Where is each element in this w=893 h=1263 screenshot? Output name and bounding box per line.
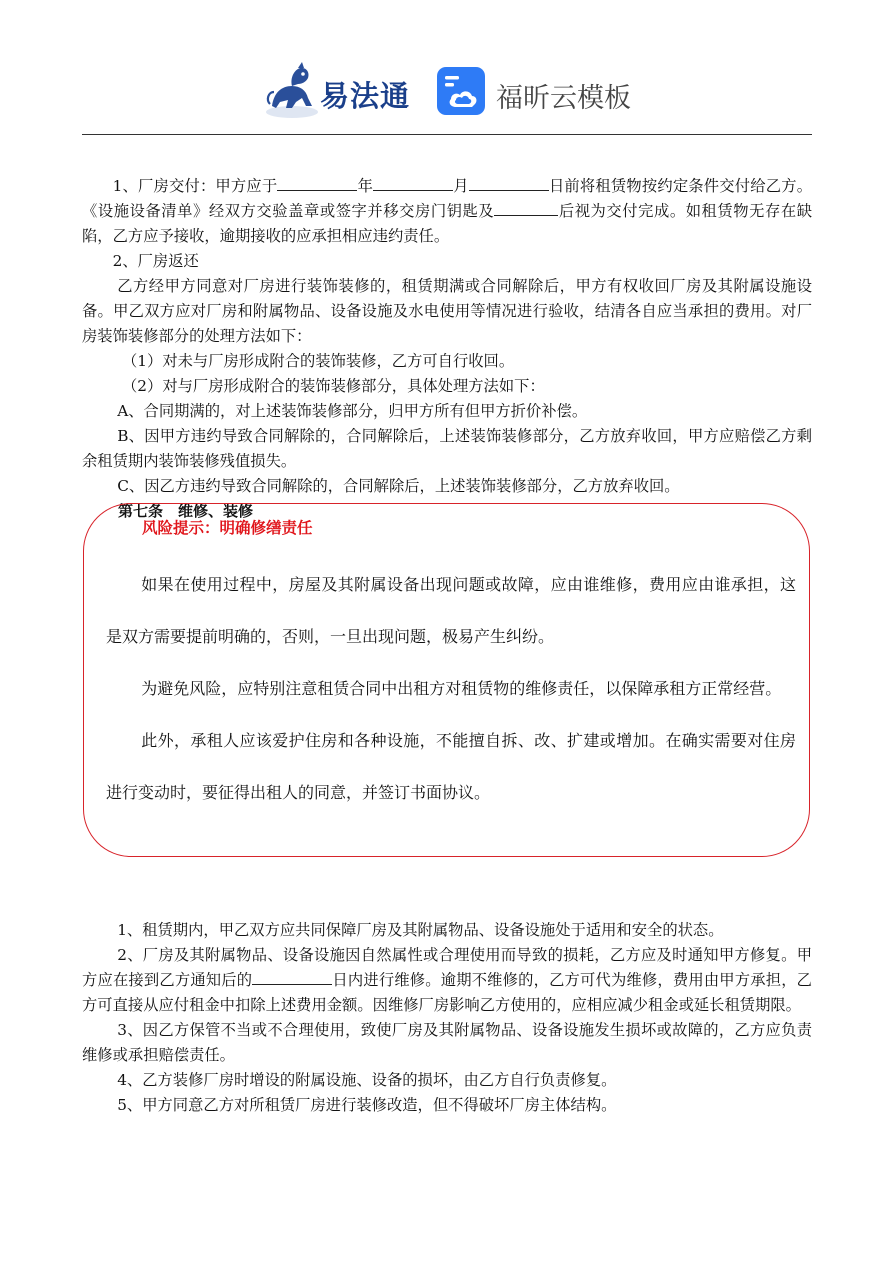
text: 日内进行维修。逾期不维修的，乙方可代为维修，费用由甲方承担，乙方可直接从应付租金中扣除上述费用金额。因维修厂房影响乙方使用的，应相应减少租金或延长租赁期限。 <box>82 971 812 1014</box>
maintenance-clause-4: 4、乙方装修厂房时增设的附属设施、设备的损坏，由乙方自行负责修复。 <box>117 1071 617 1089</box>
text: 月 <box>453 177 469 195</box>
text: 后视为交付完成。如租赁物无存在缺陷，乙方应予接收，逾期接收的应承担相应违约责任。 <box>82 202 812 245</box>
maintenance-clause-3: 3、因乙方保管不当或不合理使用，致使厂房及其附属物品、设备设施发生损坏或故障的，乙方应负责维修或承担赔偿责任。 <box>82 1021 812 1064</box>
risk-paragraph: 为避免风险，应特别注意租赁合同中出租方对租赁物的维修责任，以保障承租方正常经营。 <box>141 679 782 698</box>
risk-warning-body <box>106 559 796 819</box>
brand-foxit-cloud: 福昕云模板 <box>496 83 631 114</box>
text: 年 <box>357 177 374 195</box>
clause-item-1: （1）对未与厂房形成附合的装饰装修，乙方可自行收回。 <box>122 352 515 370</box>
maintenance-clause-1: 1、租赁期内，甲乙双方应共同保障厂房及其附属物品、设备设施处于适用和安全的状态。 <box>117 921 724 939</box>
risk-paragraph: 如果在使用过程中，房屋及其附属设备出现问题或故障，应由谁维修，费用应由谁承担，这是双方需要提前明确的，否则，一旦出现问题，极易产生纠纷。 <box>106 575 796 646</box>
clause-item-b: B、因甲方违约导致合同解除的，合同解除后，上述装饰装修部分，乙方放弃收回，甲方应赔偿乙方剩余租赁期内装饰装修残值损失。 <box>82 427 812 470</box>
clause-item-c: C、因乙方违约导致合同解除的，合同解除后，上述装饰装修部分，乙方放弃收回。 <box>117 477 680 495</box>
yifatong-logo <box>262 62 412 120</box>
clause-delivery <box>82 174 812 249</box>
blank-month[interactable] <box>373 176 453 191</box>
blank-item[interactable] <box>494 201 558 216</box>
text: 2、厂房及其附属物品、设备设施因自然属性或合理使用而导致的损耗，乙方应及时通知甲方修复。甲方应在接到乙方通知后的 <box>82 946 812 989</box>
brand-yifatong: 易法通 <box>320 79 411 113</box>
risk-paragraph: 此外，承租人应该爱护住房和各种设施，不能擅自拆、改、扩建或增加。在确实需要对住房进行变动时，要征得出租人的同意，并签订书面协议。 <box>106 731 796 802</box>
text: 日前将租赁物按约定条件交付给乙方。《设施设备清单》经双方交验盖章或签字并移交房门钥匙及 <box>82 177 812 220</box>
blank-year[interactable] <box>277 176 357 191</box>
text: 1、厂房交付：甲方应于 <box>112 177 278 195</box>
header-divider <box>82 134 812 135</box>
cloud-document-icon <box>436 66 486 116</box>
clause-item-a: A、合同期满的，对上述装饰装修部分，归甲方所有但甲方折价补偿。 <box>117 402 588 420</box>
qilin-logo-icon <box>262 62 322 120</box>
clause-return-body: 乙方经甲方同意对厂房进行装饰装修的，租赁期满或合同解除后，甲方有权收回厂房及其附属设施设备。甲乙双方应对厂房和附属物品、设备设施及水电使用等情况进行验收，结清各自应当承担的费用。对厂房装饰装修部分的处理方法如下： <box>82 277 812 345</box>
section-delivery-return <box>82 174 812 523</box>
section-maintenance <box>82 918 812 1118</box>
maintenance-clause-2 <box>82 943 812 1018</box>
risk-warning-title: 风险提示：明确修缮责任 <box>142 519 313 537</box>
article-seven-title: 第七条 维修、装修 <box>118 502 254 520</box>
page-header <box>0 58 893 124</box>
blank-days[interactable] <box>252 970 332 985</box>
risk-warning-box <box>83 503 810 857</box>
blank-day[interactable] <box>469 176 549 191</box>
clause-return-heading: 2、厂房返还 <box>112 252 199 270</box>
maintenance-clause-5: 5、甲方同意乙方对所租赁厂房进行装修改造，但不得破坏厂房主体结构。 <box>117 1096 617 1114</box>
foxit-cloud-template-logo <box>436 66 636 118</box>
clause-item-2: （2）对与厂房形成附合的装饰装修部分，具体处理方法如下： <box>122 377 545 395</box>
